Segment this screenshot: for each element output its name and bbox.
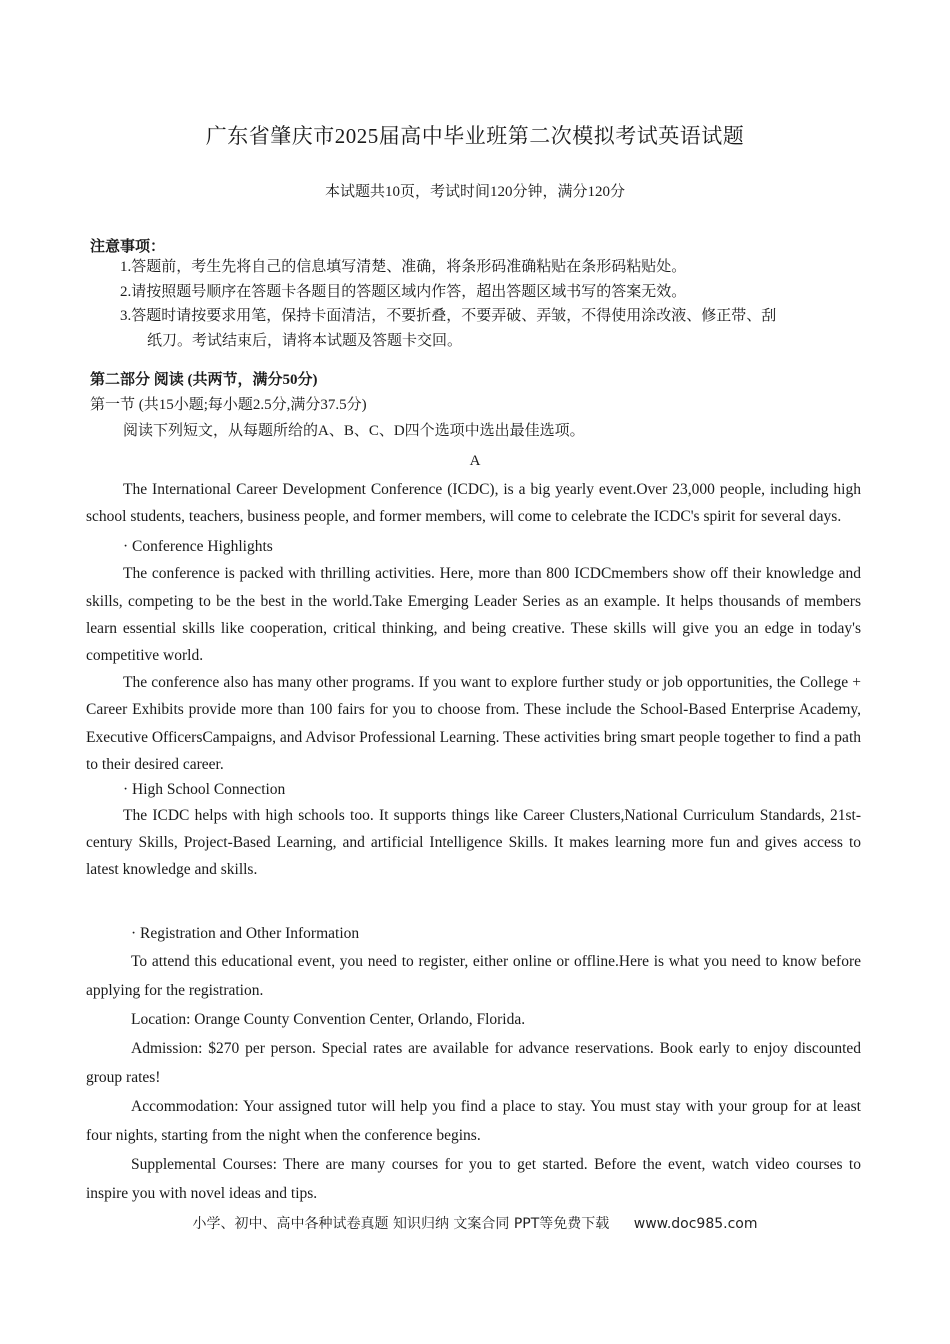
notice-list bbox=[120, 255, 865, 353]
passage-body-2 bbox=[86, 920, 861, 1208]
instruction: 阅读下列短文，从每题所给的A、B、C、D四个选项中选出最佳选项。 bbox=[123, 423, 585, 439]
passage-paragraph: The conference is packed with thrilling activities. Here, more than 800 ICDCmembers show off their knowledge and skills, competing to be the best in the world.Take Emerging Leader Series as an example. It helps thousands of members learn essential skills like cooperation, critical thinking, and being creative. These skills will give you an edge in today's competitive world. bbox=[86, 565, 861, 665]
section-heading: 第一节 (共15小题;每小题2.5分,满分37.5分) bbox=[90, 397, 367, 413]
section-registration-heading: · Registration and Other Information bbox=[131, 925, 360, 942]
passage-paragraph: Admission: $270 per person. Special rates are available for advance reservations. Book early to enjoy discounted group rates! bbox=[86, 1040, 861, 1086]
section-high-school-heading: · High School Connection bbox=[123, 781, 286, 799]
passage-paragraph: To attend this educational event, you need to register, either online or offline.Here is what you need to know before applying for the registration. bbox=[86, 953, 861, 999]
passage-paragraph: Supplemental Courses: There are many courses for you to get started. Before the event, watch video courses to inspire you with novel ideas and tips. bbox=[86, 1156, 861, 1202]
footer-text: 小学、初中、高中各种试卷真题 知识归纳 文案合同 PPT等免费下载 bbox=[192, 1216, 610, 1232]
page-footer bbox=[0, 1213, 950, 1233]
notice-item: 纸刀。考试结束后，请将本试题及答题卡交回。 bbox=[147, 332, 463, 349]
exam-subtitle: 本试题共10页，考试时间120分钟，满分120分 bbox=[324, 184, 625, 200]
section-highlights-heading: · Conference Highlights bbox=[123, 538, 273, 556]
passage-paragraph: The ICDC helps with high schools too. It supports things like Career Clusters,National Curriculum Standards, 21st-century Skills, Project-Based Learning, and artificial Intelligence Skills. It makes learning more fun and gives access to latest knowledge and skills. bbox=[86, 807, 861, 879]
notice-item: 1.答题前，考生先将自己的信息填写清楚、准确，将条形码准确粘贴在条形码粘贴处。 bbox=[120, 259, 687, 275]
exam-title: 广东省肇庆市2025届高中毕业班第二次模拟考试英语试题 bbox=[205, 124, 745, 148]
passage-letter: A bbox=[469, 453, 481, 469]
passage-paragraph: Location: Orange County Convention Center, Orlando, Florida. bbox=[131, 1011, 526, 1028]
passage-paragraph: The conference also has many other programs. If you want to explore further study or job opportunities, the College + Career Exhibits provide more than 100 fairs for you to choose from. These include the School-Based Enterprise Academy, Executive OfficersCampaigns, and Advisor Professional Learning. These activities bring smart people together to find a path to their desired career. bbox=[86, 674, 861, 773]
notice-item: 3.答题时请按要求用笔，保持卡面清洁，不要折叠，不要弄破、弄皱，不得使用涂改液、修正带、刮 bbox=[120, 308, 777, 324]
notice-item: 2.请按照题号顺序在答题卡各题目的答题区域内作答，超出答题区域书写的答案无效。 bbox=[120, 283, 687, 300]
passage-body-1 bbox=[86, 476, 861, 884]
passage-paragraph: Accommodation: Your assigned tutor will help you find a place to stay. You must stay with your group for at least four nights, starting from the night when the conference begins. bbox=[86, 1098, 861, 1144]
footer-url: www.doc985.com bbox=[633, 1216, 758, 1232]
part-heading: 第二部分 阅读 (共两节，满分50分) bbox=[90, 372, 318, 388]
passage-intro: The International Career Development Conference (ICDC), is a big yearly event.Over 23,000 people, including high school students, teachers, business people, and former members, will come to celebrate the ICDC's spirit for several days. bbox=[86, 481, 861, 526]
notice-heading: 注意事项： bbox=[90, 239, 166, 255]
